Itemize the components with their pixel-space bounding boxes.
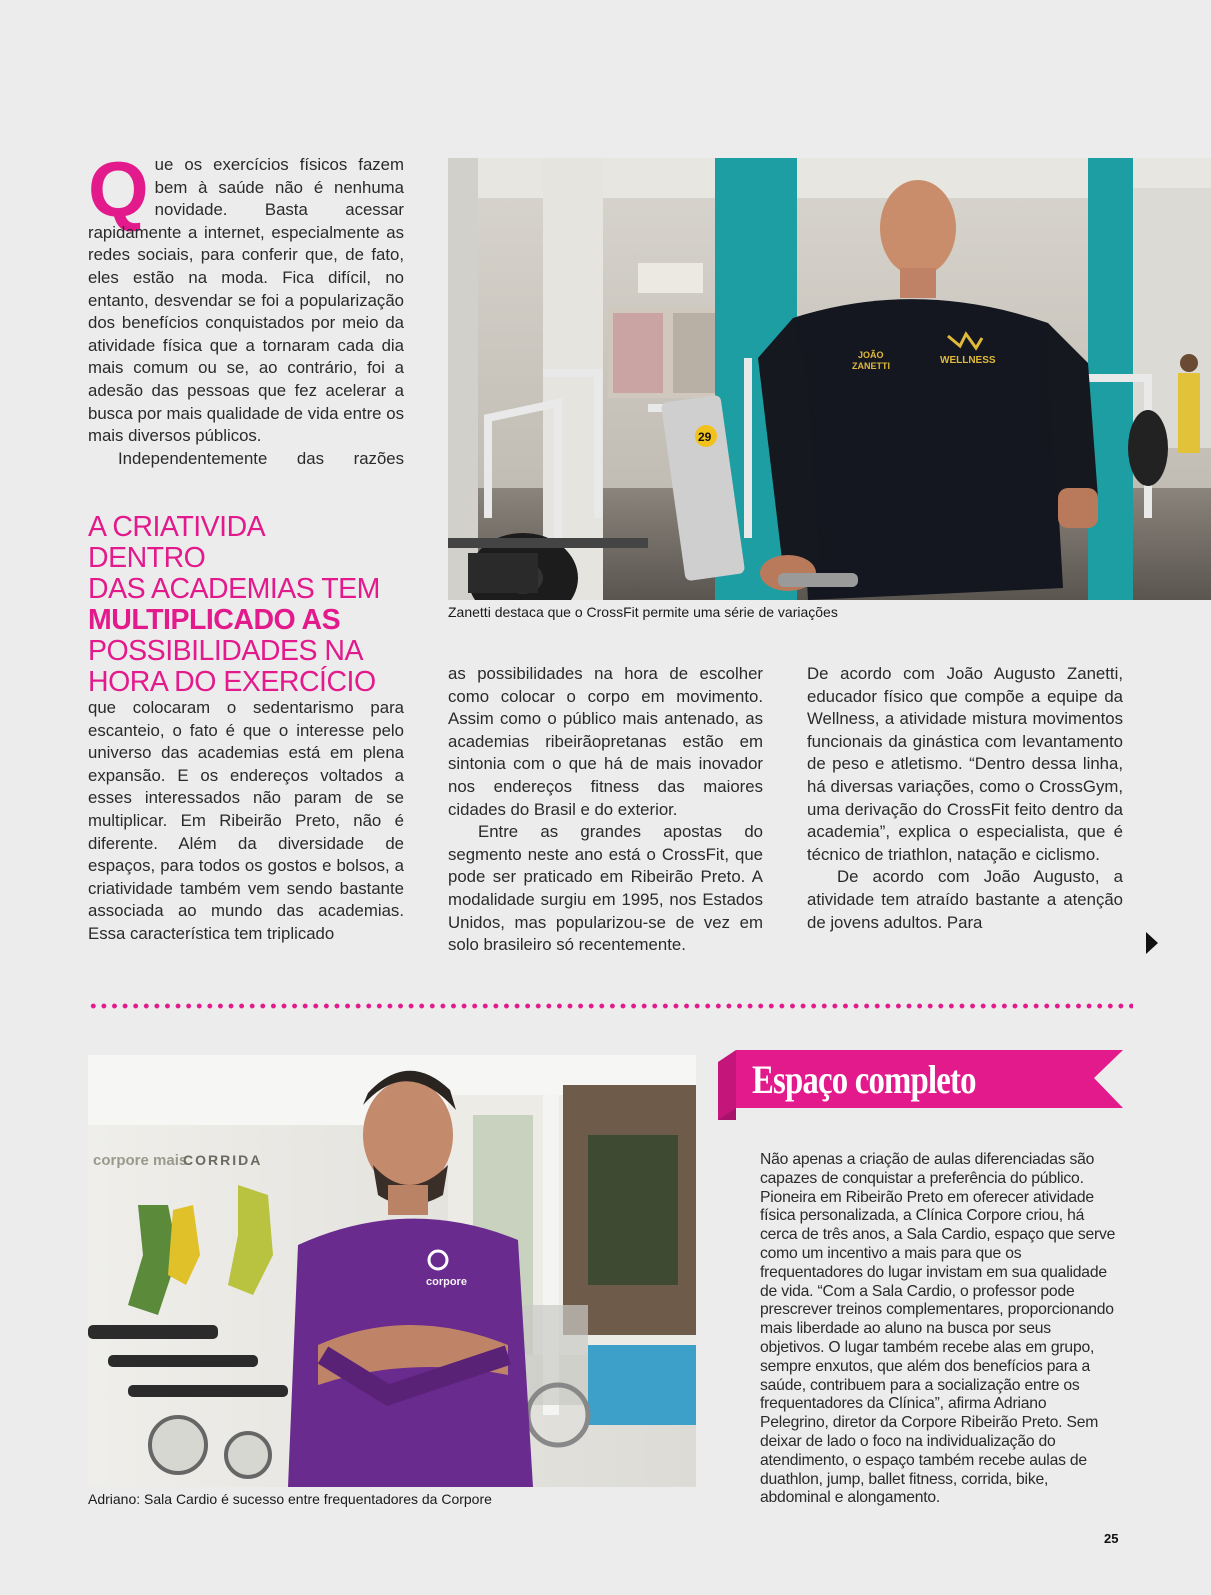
photo-caption-adriano: Adriano: Sala Cardio é sucesso entre frequentadores da Corpore <box>88 1491 492 1507</box>
article-paragraph: que colocaram o sedentarismo para escanteio, o fato é que o interesse pelo universo das academias está em plena expansão. E os endereços voltados a esses interessados não param de se multiplicar. Em Ribeirão Preto, não é diferente. Além da diversidade de espaços, para todos os gostos e bolsos, a criatividade também vem sendo bastante associada ao mundo das academias. Essa característica tem triplicado <box>88 698 404 943</box>
article-paragraph: as possibilidades na hora de escolher como colocar o corpo em movimento. Assim como o público mais antenado, as academias ribeirãopretanas estão em sintonia com o que há de mais inovador nos endereços fitness das maiores cidades do Brasil e do exterior. <box>448 664 763 819</box>
continue-arrow-icon <box>1146 932 1158 954</box>
shirt-text-surname: ZANETTI <box>852 361 890 371</box>
sidebar-text: Não apenas a criação de aulas diferenciadas são capazes de conquistar a preferência do público. Pioneira em Ribeirão Preto em oferecer atividade física personalizada, a Clínica Corpore criou, há cerca de três anos, a Sala Cardio, espaço que serve como um incentivo a mais para que os frequentadores do lugar invistam em sua qualidade de vida. “Com a Sala Cardio, o professor pode prescrever treinos complementares, proporcionando mais liberdade ao aluno na busca por seus objetivos. O lugar também recebe alas em grupo, sempre enxutos, que além dos benefícios para a saúde, contribuem para a socialização entre os frequentadores da Clínica”, afirma Adriano Pelegrino, diretor da Corpore Ribeirão Preto. Sem deixar de lado o foco na individualização do atendimento, o espaço também recebe aulas de duathlon, jump, ballet fitness, corrida, bike, abdominal e alongamento. <box>760 1151 1116 1507</box>
corpore-photo-illustration <box>88 1055 696 1487</box>
shirt-text-name: JOÃO <box>858 350 884 360</box>
gym-photo-illustration <box>448 158 1211 600</box>
wall-brand: corpore mais <box>93 1152 188 1169</box>
article-paragraph-2-start: Independentemente das razões <box>118 448 404 468</box>
pull-quote-line: DAS ACADEMIAS TEM <box>88 573 380 605</box>
pull-quote-line: HORA DO EXERCÍCIO <box>88 666 376 698</box>
plate-number: 29 <box>698 430 712 444</box>
photo-zanetti-gym <box>448 158 1211 600</box>
sidebar-title: Espaço completo <box>752 1057 976 1102</box>
article-paragraph: Entre as grandes apostas do segmento neste ano está o CrossFit, que pode ser praticado em Ribeirão Preto. A modalidade surgiu em 1995, nos Estados Unidos, mas popularizou-se de vez em solo brasileiro só recentemente. <box>448 822 763 955</box>
dotted-divider <box>88 1003 1133 1009</box>
article-column-3 <box>807 663 1123 934</box>
photo-caption-zanetti: Zanetti destaca que o CrossFit permite uma série de variações <box>448 604 838 620</box>
page-number: 25 <box>1104 1531 1119 1546</box>
wall-text: CORRIDA <box>183 1152 263 1168</box>
article-paragraph: De acordo com João Augusto, a atividade tem atraído bastante a atenção de jovens adultos. Para <box>807 867 1123 932</box>
article-column-1-top <box>88 145 404 470</box>
pull-quote-bold: MULTIPLICADO AS <box>88 604 341 636</box>
article-column-2 <box>448 663 763 957</box>
article-column-1-bottom <box>88 697 404 946</box>
pull-quote <box>88 512 388 698</box>
pull-quote-line: A CRIATIVIDA DENTRO <box>88 511 264 574</box>
pull-quote-line: POSSIBILIDADES NA <box>88 635 364 667</box>
sidebar-title-banner <box>718 1050 1123 1128</box>
photo-adriano-corpore <box>88 1055 696 1487</box>
article-intro: ue os exercícios físicos fazem bem à saúde não é nenhuma novidade. Basta acessar rapidamente a internet, especialmente as redes sociais, para conferir que, de fato, eles estão na moda. Fica difícil, no entanto, desvendar se foi a popularização dos benefícios conquistados por meio da atividade física que a tornaram cada dia mais comum ou se, ao contrário, foi a adesão das pessoas que fez acelerar a busca por mais qualidade de vida entre os mais diversos públicos. <box>88 155 404 446</box>
drop-cap: Q <box>88 145 149 233</box>
shirt-brand-corpore: corpore <box>426 1276 467 1288</box>
article-paragraph: De acordo com João Augusto Zanetti, educador físico que compõe a equipe da Wellness, a atividade mistura movimentos funcionais da ginástica com levantamento de peso e atletismo. “Dentro dessa linha, há diversas variações, como o CrossGym, uma derivação do CrossFit feito dentro da academia”, explica o especialista, que é técnico de triathlon, natação e ciclismo. <box>807 664 1123 864</box>
shirt-brand: WELLNESS <box>940 355 996 366</box>
